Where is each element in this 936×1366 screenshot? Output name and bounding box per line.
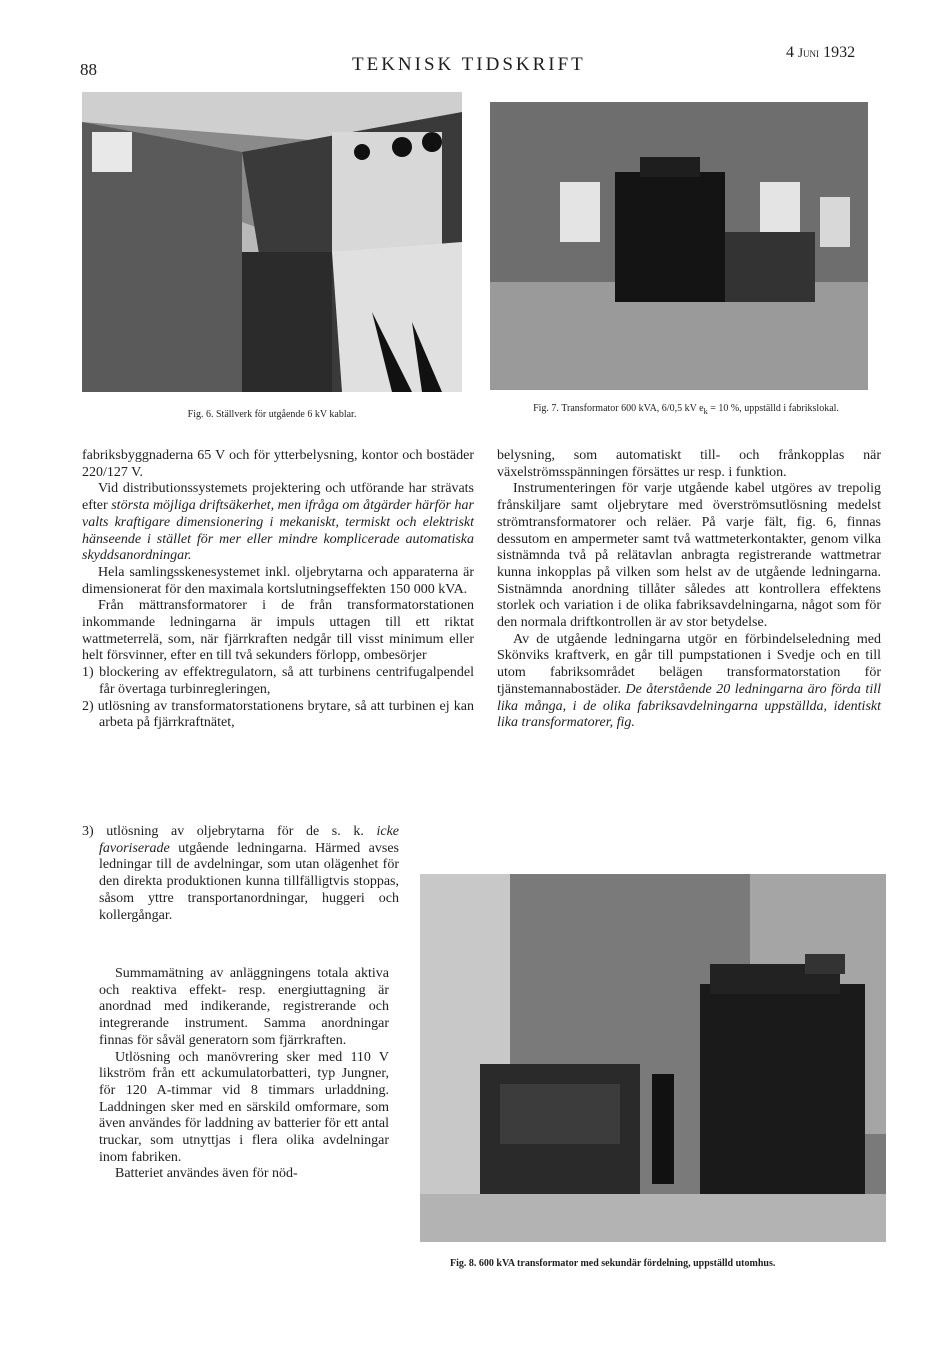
journal-title: TEKNISK TIDSKRIFT <box>352 54 586 75</box>
fig8-caption <box>450 1257 886 1270</box>
fig7-caption <box>505 402 867 418</box>
list-item-2: 2) utlösning av transformatorstationens brytare, så att turbinen ej kan arbeta på fjärrkraftnätet, <box>82 698 474 731</box>
fig6-label: Fig. 6. <box>187 409 214 420</box>
fig8-photo <box>420 874 886 1242</box>
fig8-text: 600 kVA transformator med sekundär fördelning, uppställd utomhus. <box>478 1258 776 1269</box>
left-p2-text: Vid distributionssystemets projektering och utförande har strävats efter <box>82 481 474 514</box>
left-paragraph-5: Summamätning av anläggningens totala aktiva och reaktiva effekt- resp. energiuttagning är anordnad med indikerande, registrerande och integrerande instrument. Samma anordningar finnas för såväl generatorn som fjärrkraften. <box>99 966 389 1048</box>
fig7-text2: = 10 %, uppställd i fabrikslokal. <box>707 403 839 414</box>
fig8-label: Fig. 8. <box>450 1258 477 1269</box>
fig7-label: Fig. 7. <box>533 403 559 414</box>
left-paragraph-4: Från mättransformatorer i de från transformatorstationen inkommande ledningarna är impuls uttagen till ett riktat wattmeterrelä, som, när fjärrkraften nedgår till visst minimum eller helt försvinner, efter en till två sekunders förlopp, ombesörjer <box>82 598 474 664</box>
date-day: 4 <box>786 44 794 61</box>
left-paragraph-3: Hela samlingsskenesystemet inkl. oljebrytarna och apparaterna är dimensionerat för den maximala kortslutningseffekten 150 000 kVA. <box>82 564 474 597</box>
issue-date <box>786 44 855 62</box>
right-column <box>497 448 881 732</box>
page-number: 88 <box>80 60 97 79</box>
right-paragraph-3 <box>497 632 881 732</box>
left-paragraph-1: fabriksbyggnaderna 65 V och för ytterbelysning, kontor och bostäder 220/127 V. <box>82 448 474 480</box>
left-column-item3-start <box>82 824 474 924</box>
fig6-caption <box>82 408 462 421</box>
date-month: Juni <box>798 45 820 60</box>
list-item-3-text: 3) utlösning av oljebrytarna för de s. k. <box>82 824 377 839</box>
fig7-photo <box>490 102 868 390</box>
fig6-text: Ställverk för utgående 6 kV kablar. <box>216 409 357 420</box>
left-column-narrow <box>99 966 389 1183</box>
list-item-3-rest: utgående ledningarna. Härmed avses ledningar till de avdelningar, som utan olägenhet för den direkta produktionen kunna tillfälligtvis stoppas, såsom yttre transportanordningar, huggeri och kollergångar. <box>99 840 399 923</box>
list-item-3-emphasis: icke favoriserade <box>99 824 399 856</box>
right-paragraph-2: Instrumenteringen för varje utgående kabel utgöres av trepolig frånskiljare samt oljebrytare med överströmsutlösning medelst strömtransformatorer och reläer. På varje fält, fig. 6, finnas dessutom en ampermeter samt två wattmeterkontakter, genom vilka sistnämnda två på relätavlan anbragta registrerande wattmetrar kunna inkopplas på vilken som helst av de utgående ledningarna. Sistnämnda anordning tillåter således att kontrollera effektens storlek och variation i de olika fabriksavdelningarna, något som för den normala driftkontrollen är av stor betydelse. <box>497 481 881 631</box>
left-p2-emphasis: största möjliga driftsäkerhet, men ifråga om åtgärder härför har valts kraftigare dimensionering i mekaniskt, termiskt och elektriskt hänseende i stället för mer eller mindre komplicerade automatiska skyddsanordningar. <box>82 498 474 564</box>
fig6-photo <box>82 92 462 392</box>
right-paragraph-1: belysning, som automatiskt till- och frånkopplas när växelströmsspänningen försättes ur resp. i funktion. <box>497 448 881 480</box>
right-p3-emphasis: De återstående 20 ledningarna äro förda till lika många, i de olika fabriksavdelningarna uppställda, identiskt lika transformatorer, fig. <box>497 681 881 731</box>
date-year: 1932 <box>823 44 856 61</box>
left-column <box>82 448 474 732</box>
list-item-1: 1) blockering av effektregulatorn, så att turbinens centrifugalpendel får övertaga turbinregleringen, <box>82 665 474 697</box>
left-paragraph-7: Batteriet användes även för nöd- <box>115 1166 298 1182</box>
left-paragraph-6: Utlösning och manövrering sker med 110 V likström från ett ackumulatorbatteri, typ Jungner, för 120 A-timmar vid 8 timmars urladdning. Laddningen sker med en särskild omformare, som även användes för laddning av batterier för ett antal truckar, som utnyttjas i flera olika avdelningar inom fabriken. <box>99 1049 389 1165</box>
list-item-3 <box>82 824 399 924</box>
right-p3-text: Av de utgående ledningarna utgör en förbindelseledning med Skönviks kraftverk, en går till pumpstationen i Svedje och en till utom fabriksområdet belägen transformatorstation för tjänstemannabostäder. <box>497 631 881 697</box>
fig7-subscript: k <box>703 407 708 416</box>
left-paragraph-2 <box>82 481 474 565</box>
fig7-text: Transformator 600 kVA, 6/0,5 kV e <box>561 403 704 414</box>
